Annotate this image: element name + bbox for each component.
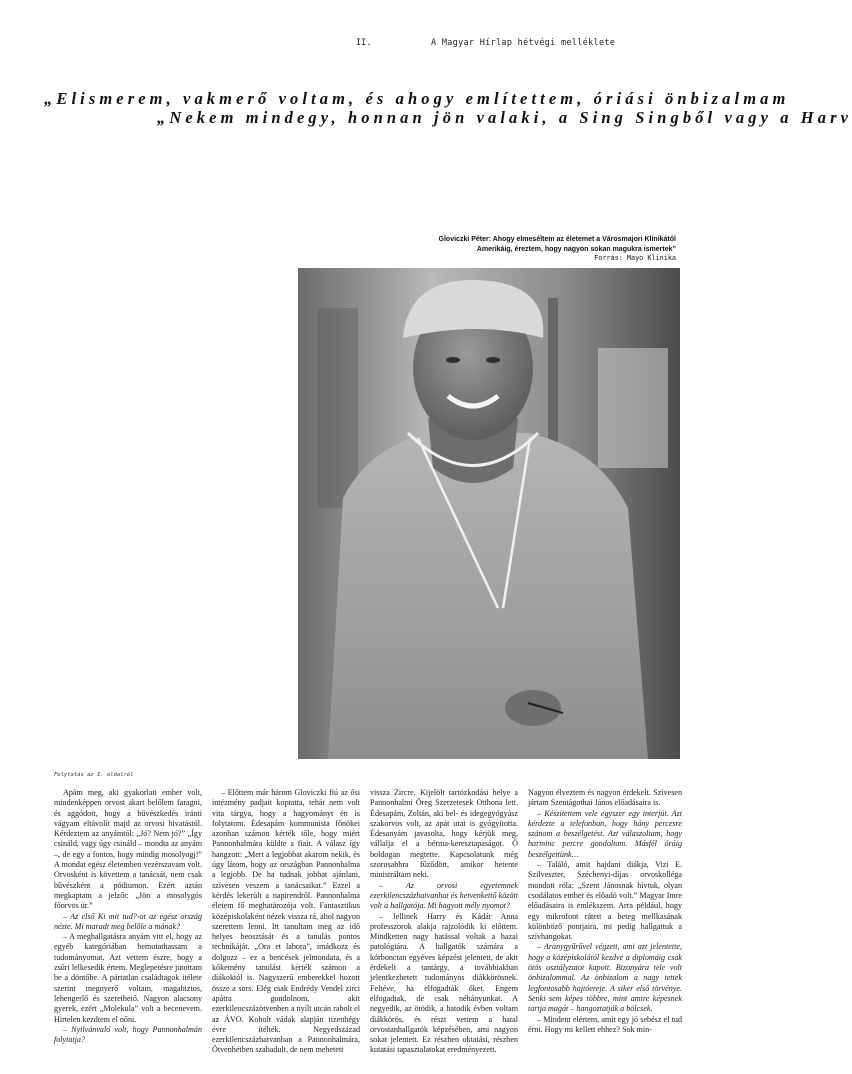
article-column-2 [212,788,360,1055]
article-paragraph: – Aranygyűrűvel végzett, ami azt jelentette, hogy a középiskolától kezdve a diplomáig csak ötös osztályzatot kapott. Bizonyára tele volt önbizalommal. Az önbizalom a nagy tettek legfontosabb hajtóereje. A siker első törvénye. Senki sem képes többre, mint amire képesnek tartja magát – hangoztatják a bölcsek. [528,942,682,1014]
caption-text-1: Gloviczki Péter: Ahogy elmeséltem az életemet a Városmajori Klinikától [438,236,676,243]
pull-quote-line-1: „Elismerem, vakmerő voltam, és ahogy említettem, óriási önbizalmam [44,89,790,108]
article-paragraph: Nagyon élveztem és nagyon érdekelt. Szívesen jártam Szentágothai János előadásaira is. [528,788,682,808]
continued-note: Folytatás az I. oldalról [54,772,134,778]
caption-source: Forrás: Mayo Klinika [594,254,676,262]
supplement-title: A Magyar Hírlap hétvégi melléklete [431,38,616,48]
page-header [0,38,720,52]
article-column-4 [528,788,682,1038]
portrait-photo [298,268,680,759]
article-paragraph: – Előttem már három Gloviczki fiú az ősi intézmény padjait koptatta, tehát nem volt vita tárgya, hogy a hagyományt én is folytatom. Édesapám kommunista főnökei azonban számon kérték tőle, hogy miért Pannonhalmára küldte a fiait. A válasz így hangzott: „Mert a legjobbat akarom nekik, és úgy látom, hogy az országban Pannonhalma a legjobb. De ha tudnak jobbat ajánlani, szívesen veszem a tanácsaikat.” Ezzel a kérdés lekerült a napirendről. Pannonhalma életem fő meghatározója volt. Fantasztikus középiskolaként nézek vissza rá, ahol nagyon szerettem lenni. Itt tanultam meg az idő helyes beosztását és a tanulás pontos technikáját. „Ora et labora”, imádkozz és dolgozz – ez a bencések jelmondata, és a kőkemény tanulást kérték számon a diákoktól is. Nagyszerű emberekkel hozott össze a sors. Elég csak Endrédy Vendel zirci apátra gondolnom, akit ezerkilencszázötvenben a nyílt utcán rabolt el az ÁVO. Koholt vádak alapján tizenhégy évre ítélték. Negyedszázad ezerkilencszázhatvanban a Pannonhalmára, Ötvenhétben szabadult, de nem mehetett [212,788,360,1055]
article-column-1 [54,788,202,1045]
photo-caption [346,235,676,264]
article-paragraph: – Találó, amit hajdani diákja, Vizi E. Szilveszter, Széchenyi-díjas orvoskolléga mondott róla: „Szent Jánosnak hívtuk, olyan csodálatos ember és előadó volt.” Magyar Imre előadásaira is emlékszem. Arra például, hogy egy mikrofont rátett a beteg mellkasának különböző pontjaira, mi pedig hallgattuk a szívhangokat. [528,860,682,942]
caption-text-2: Amerikáig, éreztem, hogy nagyon sokan magukra ismertek” [476,245,676,253]
page-number: II. [356,38,372,48]
article-paragraph: – Jellinek Harry és Kádár Anna professzorok alakja rajzolódik ki előttem. Mindketten nagy hatással voltak a hazai patológiára. A hallgatók számára a kórbonctan egyéves képzést jelentett, de akit érdekelt a tantárgy, a továbbiakban jelentkezhetett tudományos diákkörösnek. Feltéve, ha elfogadták őket. Engem elfogadtak, de csak néhányunkat. A negyedik, az ötödik, a hatodik évben voltam diákkörös, és részt vettem a hatal orvostanhallgatók képzésében, ami nagyon sokat jelentett. Ez részben oktatási, részben kutatási tapasztalatokat eredményezett. [370,911,518,1055]
article-paragraph: – Készítettem vele egyszer egy interjút. Azt kérdezte a telefonban, hogy hány percesre szánom a beszélgetést. Azt válaszoltam, hogy harminc percre gondoltam. Másfél óráig beszélgettünk… [528,808,682,859]
article-paragraph: – Nyilvánvaló volt, hogy Pannonhalmán folytatja? [54,1024,202,1045]
article-paragraph: – Az orvosi egyetemnek ezerkilencszázhatvanhat és hetvenkettő között volt a hallgatója. Mi hagyott mély nyomot? [370,880,518,911]
article-paragraph: – Mindent elértem, amit egy jó sebész el tud érni. Hogy mi kellett ehhez? Sok min- [528,1014,682,1034]
article-column-3 [370,788,518,1055]
article-paragraph: – A meghallgatásra anyám vitt el, hogy az egyéb kategóriában bemutathassam a tudományomat. Azt vettem észre, hogy a zsűri lelkesedik értem. Meglepetésre jutottam be a döntőbe. A pártatlan családtagok ítélete szerint megnyerő voltam, magabiztos, lehengerlő és szerethető. Nagyon alacsony gyerek, ezért „Molekula” volt a becenevem. Hirtelen kezdtem el nőni. [54,932,202,1024]
article-paragraph: Apám meg, aki gyakorlati ember volt, mindenképpen orvost akart belőlem faragni, és aggódott, hogy a bűvészkedés iránti vágyam eltávolít majd az orvosi hivatástól. Kérdeztem az anyámtól: „Jó? Nem jó?” „Így csináld, vagy úgy csináld – mondta az anyám –, de egy a fontos, hogy mindig mosolyogj!” A mondat egész életemben vezérszavam volt. Orvosként is követtem a tanácsát, nem csak bűvészként a pódiumon. Ezért aztán megkaptam a jelzőt: „Jön a mosolygós főorvos úr.” [54,788,202,911]
pull-quote-line-2: „Nekem mindegy, honnan jön valaki, a Sing Singből vagy a Harv [157,108,852,127]
article-paragraph: vissza Zircre. Kijelölt tartózkodási helye a Pannonhalmi Öreg Szerzetesek Otthona lett. Édesapám, Zoltán, aki bel- és idegegyógyász szakorvos volt, az apát urat is gyógyította. Édesanyám javasolta, hogy kérjük meg, vállalja el a bérma-keresztapaságot. Ő boldogan megtette. Kapcsolatunk még szorosabbra fűződött, amikor hetente ministráltam neki. [370,788,518,880]
article-paragraph: – Az első Ki mit tud?-ot az egész ország nézte. Mi maradt meg belőle a mának? [54,911,202,931]
